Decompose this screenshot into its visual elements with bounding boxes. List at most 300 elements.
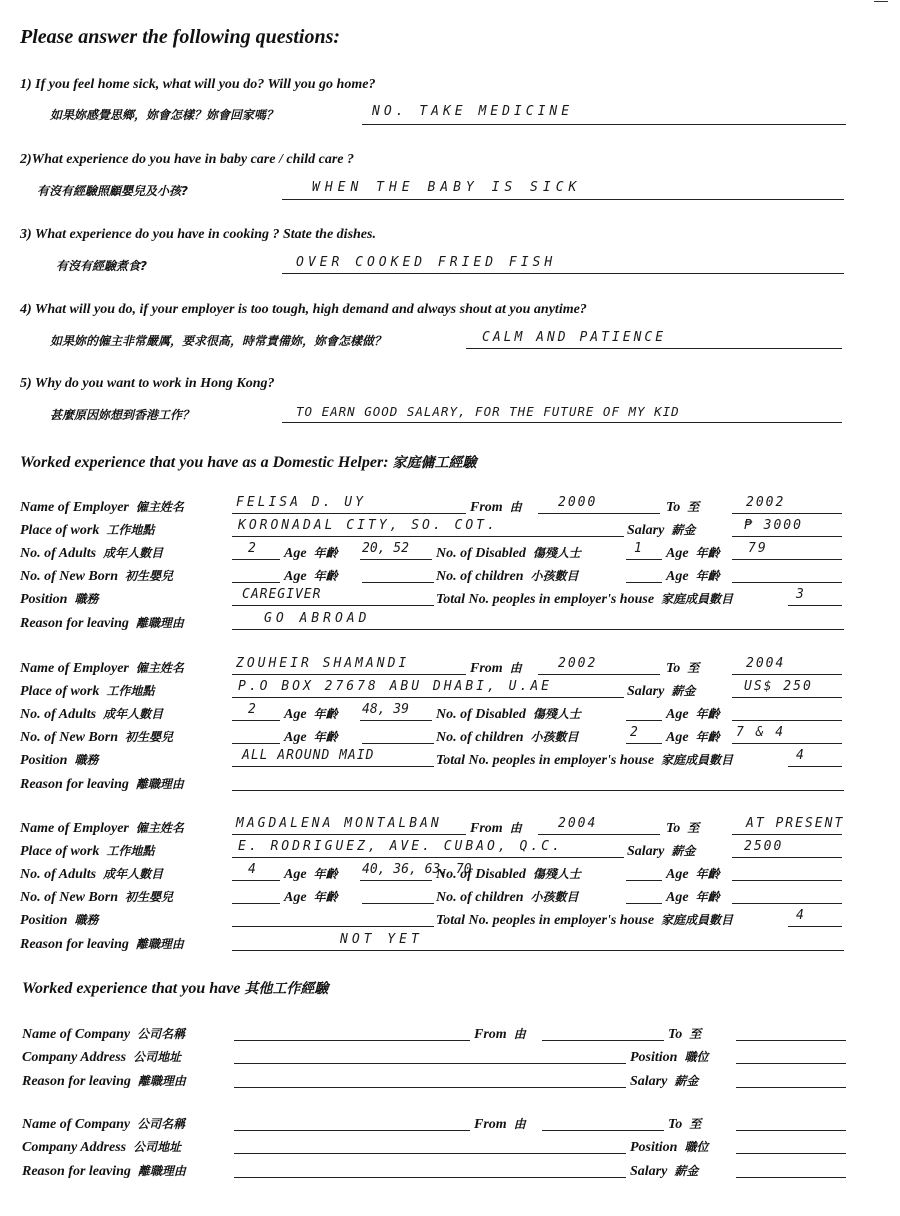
employer-3-children-label-zh: 小孩數目 (530, 890, 579, 904)
employer-3-place: E. RODRIGUEZ, AVE. CUBAO, Q.C. (238, 839, 563, 854)
employer-2-name-line[interactable] (232, 674, 466, 675)
employer-1-adults-age-label (284, 544, 338, 562)
employer-1-newborn-line[interactable] (232, 582, 280, 583)
employer-1-place-label (20, 521, 154, 539)
employer-2-name-label-en: Name of Employer (20, 661, 129, 676)
employer-1-salary-label-zh: 薪金 (671, 523, 696, 537)
company-2-to-line[interactable] (736, 1130, 846, 1131)
employer-3-children-age-label-en: Age (666, 890, 689, 905)
employer-2-place-line[interactable] (232, 697, 624, 698)
employer-1-salary: ₱ 3000 (744, 518, 803, 533)
company-1-name-line[interactable] (234, 1040, 470, 1041)
employer-1-adults-age-line[interactable] (360, 559, 432, 560)
employer-2-salary-label-zh: 薪金 (671, 684, 696, 698)
employer-2-adults: 2 (248, 702, 258, 717)
employer-1-total-label-en: Total No. peoples in employer's house (436, 592, 655, 607)
employer-3-reason-line[interactable] (232, 950, 844, 951)
employer-1-from: 2000 (558, 495, 598, 510)
employer-3-from-label-en: From (470, 821, 503, 836)
employer-3-children-line[interactable] (626, 903, 662, 904)
employer-3-newborn-label (20, 888, 173, 906)
employer-1-from-label (470, 498, 522, 516)
company-2-reason-label-en: Reason for leaving (22, 1164, 131, 1179)
employer-2-disabled-age-line[interactable] (732, 720, 842, 721)
employer-1-disabled-label-zh: 傷殘人士 (532, 546, 581, 560)
employer-2-reason-label-en: Reason for leaving (20, 777, 129, 792)
employer-1-newborn-age-line[interactable] (362, 582, 434, 583)
employer-2-reason-label (20, 775, 184, 793)
employer-2-disabled-label-en: No. of Disabled (436, 707, 526, 722)
employer-3-adults-age-line[interactable] (360, 880, 432, 881)
employer-1-adults-label-zh: 成年人數目 (103, 546, 164, 560)
employer-1-to: 2002 (746, 495, 786, 510)
employer-3-position-label (20, 911, 98, 929)
employer-2-position-line[interactable] (232, 766, 434, 767)
employer-1-children-age-label-en: Age (666, 569, 689, 584)
question-4-zh: 如果妳的僱主非常嚴厲，要求很高，時常責備妳，妳會怎樣做？ (50, 334, 387, 348)
employer-1-children-age-label-zh: 年齡 (695, 569, 720, 583)
company-2-salary-label-zh: 薪金 (674, 1164, 699, 1178)
employer-1-salary-label-en: Salary (627, 523, 665, 538)
company-2-address-label (22, 1138, 181, 1156)
company-1-position-label (630, 1048, 708, 1066)
employer-3-adults-age-label-en: Age (284, 867, 307, 882)
company-2-position-label-en: Position (630, 1140, 678, 1155)
employer-3-disabled-label (436, 865, 581, 883)
employer-2-disabled-age-label-en: Age (666, 707, 689, 722)
company-2-reason-label-zh: 離職理由 (137, 1164, 186, 1178)
employer-3-adults-age: 40, 36, 63, 70 (362, 862, 472, 877)
employer-1-position: CAREGIVER (242, 587, 322, 602)
employer-1-position-label-en: Position (20, 592, 68, 607)
employer-2-reason-label-zh: 離職理由 (135, 777, 184, 791)
employer-3-children-age-label (666, 888, 720, 906)
employer-3-position-label-en: Position (20, 913, 68, 928)
company-1-position-label-en: Position (630, 1050, 678, 1065)
answer-5: TO EARN GOOD SALARY, FOR THE FUTURE OF MY KID (296, 404, 680, 419)
employer-3-total-label (436, 911, 733, 929)
employer-1-disabled-label-en: No. of Disabled (436, 546, 526, 561)
employer-3-adults-label-zh: 成年人數目 (103, 867, 164, 881)
employer-2-total-label-zh: 家庭成員數目 (661, 753, 734, 767)
employer-2-to-label-en: To (666, 661, 681, 676)
answer-1-line[interactable] (362, 124, 846, 125)
employer-3-position-label-zh: 職務 (74, 913, 99, 927)
employer-2-newborn-label (20, 728, 173, 746)
employer-2-adults-label-zh: 成年人數目 (103, 707, 164, 721)
employer-3-place-label-zh: 工作地點 (106, 844, 155, 858)
employer-2-from-label-en: From (470, 661, 503, 676)
company-1-salary-label (630, 1072, 698, 1090)
employer-3-name-label-en: Name of Employer (20, 821, 129, 836)
employer-2-newborn-line[interactable] (232, 743, 280, 744)
company-1-reason-label-zh: 離職理由 (137, 1074, 186, 1088)
employer-1-name-label-en: Name of Employer (20, 500, 129, 515)
other-section-title-zh: 其他工作經驗 (244, 981, 329, 997)
employer-1-reason-line[interactable] (232, 629, 844, 630)
employer-1-reason: GO ABROAD (264, 611, 371, 626)
employer-1-total-label-zh: 家庭成員數目 (661, 592, 734, 606)
employer-3-newborn-line[interactable] (232, 903, 280, 904)
employer-3-disabled-age-label-zh: 年齡 (695, 867, 720, 881)
employer-2-children: 2 (630, 725, 640, 740)
employer-3-newborn-age-line[interactable] (362, 903, 434, 904)
question-1: 1) If you feel home sick, what will you do? Will you go home? (20, 77, 376, 92)
employer-2-newborn-age-label-en: Age (284, 730, 307, 745)
company-2-address-label-zh: 公司地址 (133, 1140, 182, 1154)
employer-1-adults-line[interactable] (232, 559, 280, 560)
company-1-address-line[interactable] (234, 1063, 626, 1064)
company-2-salary-line[interactable] (736, 1177, 846, 1178)
employer-2-place: P.O BOX 27678 ABU DHABI, U.AE (238, 679, 552, 694)
employer-1-newborn-age-label (284, 567, 338, 585)
employer-1-name: FELISA D. UY (236, 495, 366, 510)
company-2-position-label (630, 1138, 708, 1156)
company-2-from-label-zh: 由 (513, 1117, 526, 1131)
employer-2-disabled-age-label (666, 705, 720, 723)
employer-1-children-label-zh: 小孩數目 (530, 569, 579, 583)
question-1-zh: 如果妳感覺思鄉，妳會怎樣？妳會回家嗎？ (50, 108, 279, 122)
employer-2-place-label-zh: 工作地點 (106, 684, 155, 698)
domestic-section-title-zh: 家庭傭工經驗 (392, 455, 477, 471)
employer-3-disabled-line[interactable] (626, 880, 662, 881)
company-2-salary-label (630, 1162, 698, 1180)
employer-2-children-age-line[interactable] (732, 743, 842, 744)
company-1-reason-label-en: Reason for leaving (22, 1074, 131, 1089)
employer-3-adults: 4 (248, 862, 258, 877)
employer-1-from-line[interactable] (538, 513, 660, 514)
question-5: 5) Why do you want to work in Hong Kong? (20, 376, 275, 391)
employer-3-newborn-label-en: No. of New Born (20, 890, 119, 905)
company-1-to-label-en: To (668, 1027, 683, 1042)
company-1-to-line[interactable] (736, 1040, 846, 1041)
employer-3-total-line[interactable] (788, 926, 842, 927)
employer-3-to-line[interactable] (732, 834, 842, 835)
answer-3: OVER COOKED FRIED FISH (296, 255, 557, 270)
employer-3-reason-label-en: Reason for leaving (20, 937, 129, 952)
employer-1-disabled-line[interactable] (626, 559, 662, 560)
employer-1-newborn-label-zh: 初生嬰兒 (125, 569, 174, 583)
employer-1-adults-age-label-zh: 年齡 (313, 546, 338, 560)
employer-3-children-age-label-zh: 年齡 (695, 890, 720, 904)
employer-2-adults-line[interactable] (232, 720, 280, 721)
employer-1-place: KORONADAL CITY, SO. COT. (238, 518, 498, 533)
employer-1-newborn-label (20, 567, 173, 585)
company-1-salary-label-en: Salary (630, 1074, 668, 1089)
employer-1-disabled-age-line[interactable] (732, 559, 842, 560)
answer-2-line[interactable] (282, 199, 844, 200)
company-2-to-label (668, 1115, 701, 1133)
employer-2-disabled-label (436, 705, 581, 723)
domestic-section-title-en: Worked experience that you have as a Domestic Helper: (20, 454, 389, 471)
employer-1-from-label-zh: 由 (509, 500, 522, 514)
employer-3-total-label-en: Total No. peoples in employer's house (436, 913, 655, 928)
employer-3-salary-label-en: Salary (627, 844, 665, 859)
employer-3-reason-label-zh: 離職理由 (135, 937, 184, 951)
employer-2-newborn-age-line[interactable] (362, 743, 434, 744)
employer-3-reason-label (20, 935, 184, 953)
question-2: 2)What experience do you have in baby care / child care ? (20, 152, 355, 167)
question-3-zh: 有沒有經驗煮食? (56, 259, 147, 273)
employer-3-salary-label (627, 842, 695, 860)
employer-1-to-label (666, 498, 699, 516)
employer-2-position-label (20, 751, 98, 769)
company-1-name-label-zh: 公司名稱 (137, 1027, 186, 1041)
employer-1-total-line[interactable] (788, 605, 842, 606)
company-1-reason-line[interactable] (234, 1087, 626, 1088)
company-2-reason-label (22, 1162, 186, 1180)
company-1-position-line[interactable] (736, 1063, 846, 1064)
employer-1-newborn-age-label-en: Age (284, 569, 307, 584)
employer-2-adults-label (20, 705, 163, 723)
employer-3-name-label (20, 819, 184, 837)
employer-2-from-line[interactable] (538, 674, 660, 675)
company-1-name-label-en: Name of Company (22, 1027, 131, 1042)
employer-2-children-age-label (666, 728, 720, 746)
employer-2-position-label-zh: 職務 (74, 753, 99, 767)
employer-2-newborn-age-label (284, 728, 338, 746)
employer-2-total: 4 (796, 748, 806, 763)
employer-3-disabled-age-label-en: Age (666, 867, 689, 882)
corner-mark (874, 1, 888, 2)
employer-1-adults-age: 20, 52 (362, 541, 409, 556)
employer-2-children-label-en: No. of children (436, 730, 524, 745)
employer-3-from-line[interactable] (538, 834, 660, 835)
employer-1-children-label (436, 567, 579, 585)
employer-2-total-label (436, 751, 733, 769)
employer-1-to-label-zh: 至 (687, 500, 700, 514)
employer-2-adults-age: 48, 39 (362, 702, 409, 717)
company-1-address-label-zh: 公司地址 (133, 1050, 182, 1064)
employer-3-total-label-zh: 家庭成員數目 (661, 913, 734, 927)
employer-1-adults: 2 (248, 541, 258, 556)
employer-1-children-age-label (666, 567, 720, 585)
company-1-salary-label-zh: 薪金 (674, 1074, 699, 1088)
employer-2-adults-label-en: No. of Adults (20, 707, 97, 722)
employer-3-place-line[interactable] (232, 857, 624, 858)
employer-1-reason-label-zh: 離職理由 (135, 616, 184, 630)
employer-3-name-label-zh: 僱主姓名 (135, 821, 184, 835)
employer-1-place-line[interactable] (232, 536, 624, 537)
employer-2-name: ZOUHEIR SHAMANDI (236, 656, 410, 671)
company-2-address-line[interactable] (234, 1153, 626, 1154)
employer-1-from-label-en: From (470, 500, 503, 515)
company-2-position-line[interactable] (736, 1153, 846, 1154)
employer-1-name-label (20, 498, 184, 516)
employer-3-adults-age-label (284, 865, 338, 883)
company-1-from-label-zh: 由 (513, 1027, 526, 1041)
question-2-zh: 有沒有經驗照顧嬰兒及小孩? (37, 184, 188, 198)
employer-2-disabled-age-label-zh: 年齡 (695, 707, 720, 721)
employer-2-newborn-label-zh: 初生嬰兒 (125, 730, 174, 744)
employer-2-reason-line[interactable] (232, 790, 844, 791)
employer-1-disabled-age-label-zh: 年齡 (695, 546, 720, 560)
company-1-to-label (668, 1025, 701, 1043)
company-2-name-label (22, 1115, 185, 1133)
employer-2-disabled-line[interactable] (626, 720, 662, 721)
employer-1-disabled-age-label-en: Age (666, 546, 689, 561)
employer-2-from: 2002 (558, 656, 598, 671)
employer-3-name: MAGDALENA MONTALBAN (236, 816, 442, 831)
employer-2-from-label (470, 659, 522, 677)
question-4: 4) What will you do, if your employer is too tough, high demand and always shout at you anytime? (20, 302, 587, 317)
employer-1-adults-label-en: No. of Adults (20, 546, 97, 561)
employer-3-to-label (666, 819, 699, 837)
employer-2-adults-age-label-zh: 年齡 (313, 707, 338, 721)
company-1-from-label (474, 1025, 526, 1043)
company-1-position-label-zh: 職位 (684, 1050, 709, 1064)
employer-1-reason-label (20, 614, 184, 632)
employer-2-salary-label (627, 682, 695, 700)
employer-2-salary: US$ 250 (744, 679, 813, 694)
employer-3-children-age-line[interactable] (732, 903, 842, 904)
question-3: 3) What experience do you have in cooking ? State the dishes. (20, 227, 376, 242)
question-5-zh: 甚麼原因妳想到香港工作？ (50, 408, 195, 422)
employer-3-adults-line[interactable] (232, 880, 280, 881)
company-1-address-label-en: Company Address (22, 1050, 127, 1065)
employer-2-place-label (20, 682, 154, 700)
employer-2-salary-line[interactable] (732, 697, 842, 698)
other-section-title-en: Worked experience that you have (22, 980, 241, 997)
employer-3-to: AT PRESENT (746, 816, 845, 831)
company-1-address-label (22, 1048, 181, 1066)
company-1-salary-line[interactable] (736, 1087, 846, 1088)
employer-1-children-label-en: No. of children (436, 569, 524, 584)
employer-1-disabled-age: 79 (748, 541, 768, 556)
employer-3-adults-label (20, 865, 163, 883)
employer-1-salary-line[interactable] (732, 536, 842, 537)
employer-1-children-age-line[interactable] (732, 582, 842, 583)
employer-1-place-label-en: Place of work (20, 523, 100, 538)
domestic-section-title (20, 452, 477, 472)
employer-3-place-label (20, 842, 154, 860)
employer-2-to-line[interactable] (732, 674, 842, 675)
company-2-name-label-zh: 公司名稱 (137, 1117, 186, 1131)
company-2-position-label-zh: 職位 (684, 1140, 709, 1154)
employer-2-children-line[interactable] (626, 743, 662, 744)
company-2-address-label-en: Company Address (22, 1140, 127, 1155)
answer-2: WHEN THE BABY IS SICK (312, 180, 582, 195)
employer-3-place-label-en: Place of work (20, 844, 100, 859)
answer-1: NO. TAKE MEDICINE (372, 104, 574, 119)
employer-1-to-label-en: To (666, 500, 681, 515)
company-1-from-line[interactable] (542, 1040, 664, 1041)
employer-1-newborn-age-label-zh: 年齡 (313, 569, 338, 583)
company-1-reason-label (22, 1072, 186, 1090)
employer-1-total: 3 (796, 587, 806, 602)
employer-1-newborn-label-en: No. of New Born (20, 569, 119, 584)
page-title: Please answer the following questions: (20, 26, 341, 48)
employer-2-to: 2004 (746, 656, 786, 671)
employer-2-to-label (666, 659, 699, 677)
employer-3-newborn-label-zh: 初生嬰兒 (125, 890, 174, 904)
employer-3-children-label (436, 888, 579, 906)
employer-3-reason: NOT YET (340, 932, 423, 947)
employer-1-position-label (20, 590, 98, 608)
company-2-to-label-en: To (668, 1117, 683, 1132)
employer-1-adults-age-label-en: Age (284, 546, 307, 561)
employer-3-newborn-age-label (284, 888, 338, 906)
company-2-reason-line[interactable] (234, 1177, 626, 1178)
employer-2-position: ALL AROUND MAID (242, 748, 375, 763)
employer-2-children-age-label-en: Age (666, 730, 689, 745)
employer-1-adults-label (20, 544, 163, 562)
employer-3-disabled-age-line[interactable] (732, 880, 842, 881)
employer-3-salary: 2500 (744, 839, 784, 854)
company-2-from-label (474, 1115, 526, 1133)
employer-2-total-label-en: Total No. peoples in employer's house (436, 753, 655, 768)
employer-2-from-label-zh: 由 (509, 661, 522, 675)
answer-3-line[interactable] (282, 273, 844, 274)
company-2-from-label-en: From (474, 1117, 507, 1132)
answer-4-line[interactable] (466, 348, 842, 349)
company-2-name-line[interactable] (234, 1130, 470, 1131)
employer-1-name-label-zh: 僱主姓名 (135, 500, 184, 514)
employer-2-children-label (436, 728, 579, 746)
employer-1-place-label-zh: 工作地點 (106, 523, 155, 537)
employer-3-salary-line[interactable] (732, 857, 842, 858)
other-section-title (22, 978, 328, 998)
company-2-salary-label-en: Salary (630, 1164, 668, 1179)
employer-1-name-line[interactable] (232, 513, 466, 514)
company-1-to-label-zh: 至 (689, 1027, 702, 1041)
answer-5-line[interactable] (282, 422, 842, 423)
employer-3-newborn-age-label-zh: 年齡 (313, 890, 338, 904)
answer-4: CALM AND PATIENCE (482, 330, 667, 345)
employer-2-salary-label-en: Salary (627, 684, 665, 699)
company-2-name-label-en: Name of Company (22, 1117, 131, 1132)
employer-1-total-label (436, 590, 733, 608)
employer-1-disabled-age-label (666, 544, 720, 562)
employer-3-salary-label-zh: 薪金 (671, 844, 696, 858)
employer-2-children-label-zh: 小孩數目 (530, 730, 579, 744)
employer-2-place-label-en: Place of work (20, 684, 100, 699)
employer-1-disabled: 1 (634, 541, 644, 556)
company-2-from-line[interactable] (542, 1130, 664, 1131)
employer-3-position-line[interactable] (232, 926, 434, 927)
employer-2-newborn-age-label-zh: 年齡 (313, 730, 338, 744)
employer-2-children-age: 7 & 4 (736, 725, 786, 740)
employer-3-from: 2004 (558, 816, 598, 831)
employer-3-total: 4 (796, 908, 806, 923)
employer-1-to-line[interactable] (732, 513, 842, 514)
employer-1-disabled-label (436, 544, 581, 562)
employer-3-disabled-label-en: No. of Disabled (436, 867, 526, 882)
employer-1-position-label-zh: 職務 (74, 592, 99, 606)
employer-2-name-label (20, 659, 184, 677)
employer-1-salary-label (627, 521, 695, 539)
employer-2-newborn-label-en: No. of New Born (20, 730, 119, 745)
employer-1-position-line[interactable] (232, 605, 434, 606)
employer-3-disabled-label-zh: 傷殘人士 (532, 867, 581, 881)
employer-2-total-line[interactable] (788, 766, 842, 767)
employer-3-adults-label-en: No. of Adults (20, 867, 97, 882)
employer-2-adults-age-label (284, 705, 338, 723)
employer-3-name-line[interactable] (232, 834, 466, 835)
employer-3-to-label-zh: 至 (687, 821, 700, 835)
employer-3-newborn-age-label-en: Age (284, 890, 307, 905)
employer-2-name-label-zh: 僱主姓名 (135, 661, 184, 675)
employer-3-children-label-en: No. of children (436, 890, 524, 905)
employer-3-adults-age-label-zh: 年齡 (313, 867, 338, 881)
employer-3-from-label-zh: 由 (509, 821, 522, 835)
employer-1-children-line[interactable] (626, 582, 662, 583)
company-1-from-label-en: From (474, 1027, 507, 1042)
employer-2-position-label-en: Position (20, 753, 68, 768)
employer-3-to-label-en: To (666, 821, 681, 836)
company-2-to-label-zh: 至 (689, 1117, 702, 1131)
employer-2-adults-age-line[interactable] (360, 720, 432, 721)
